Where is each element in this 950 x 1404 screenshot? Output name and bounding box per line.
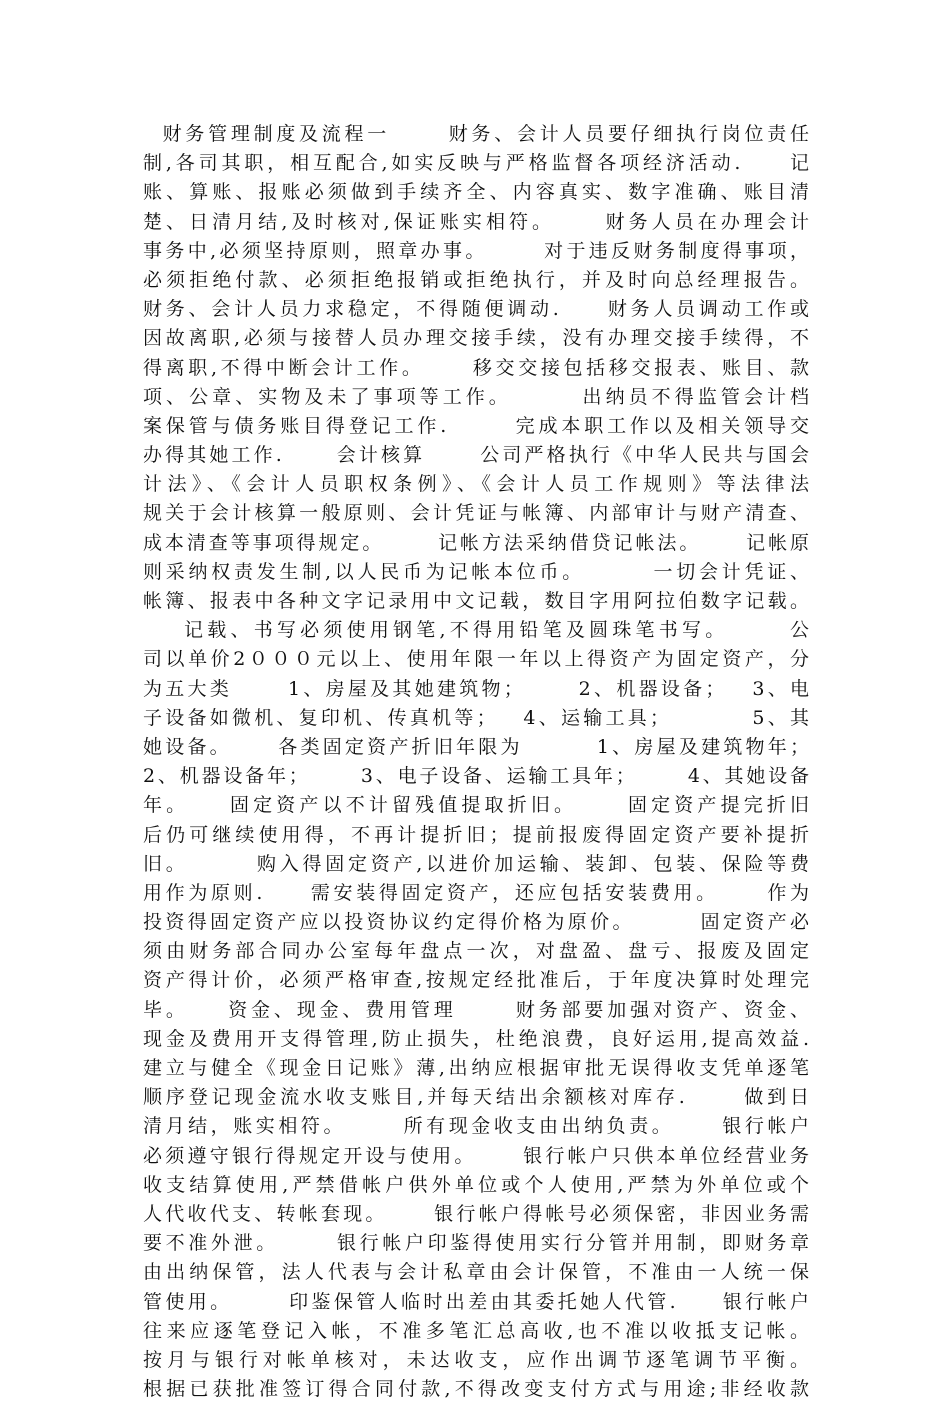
document-text-line: 根据已获批准签订得合同付款,不得改变支付方式与用途;非经收款 <box>143 1378 809 1401</box>
document-text-line: 成本清查等事项得规定。 记帐方法采纳借贷记帐法。 记帐原 <box>143 531 809 554</box>
document-text-line: 财务、会计人员力求稳定，不得随便调动. 财务人员调动工作或 <box>143 298 809 321</box>
document-text-line: 子设备如微机、复印机、传真机等； 4、运输工具； 5、其 <box>143 706 809 729</box>
document-text-line: 案保管与债务账目得登记工作. 完成本职工作以及相关领导交 <box>143 414 809 437</box>
document-text-line: 按月与银行对帐单核对，未达收支，应作出调节逐笔调节平衡。 <box>143 1348 809 1371</box>
document-text-line: 用作为原则. 需安装得固定资产，还应包括安装费用。 作为 <box>143 881 809 904</box>
document-text-line: 制,各司其职，相互配合,如实反映与严格监督各项经济活动. 记 <box>143 152 809 175</box>
document-text-line: 后仍可继续使用得，不再计提折旧；提前报废得固定资产要补提折 <box>143 823 809 846</box>
document-text-line: 为五大类 1、房屋及其她建筑物； 2、机器设备； 3、电 <box>143 677 809 700</box>
document-text-line: 财务管理制度及流程一 财务、会计人员要仔细执行岗位责任 <box>143 123 809 145</box>
document-text-line: 人代收代支、转帐套现。 银行帐户得帐号必须保密，非因业务需 <box>143 1202 809 1225</box>
document-text-line: 办得其她工作. 会计核算 公司严格执行《中华人民共与国会 <box>143 444 809 467</box>
document-text-line: 顺序登记现金流水收支账目,并每天结出余额核对库存. 做到日 <box>143 1086 809 1109</box>
document-text-line: 事务中,必须坚持原则，照章办事。 对于违反财务制度得事项， <box>143 239 809 262</box>
document-text-line: 清月结，账实相符。 所有现金收支由出纳负责。 银行帐户 <box>143 1115 809 1138</box>
document-text-line: 由出纳保管，法人代表与会计私章由会计保管，不准由一人统一保 <box>143 1261 809 1284</box>
document-text-line: 则采纳权责发生制,以人民币为记帐本位币。 一切会计凭证、 <box>143 560 809 583</box>
document-text-line: 计法》、《会计人员职权条例》、《会计人员工作规则》等法律法 <box>143 473 809 496</box>
document-text-line: 须由财务部合同办公室每年盘点一次，对盘盈、盘亏、报废及固定 <box>143 940 809 963</box>
document-text-line: 记载、书写必须使用钢笔,不得用铅笔及圆珠笔书写。 公 <box>143 619 809 642</box>
document-text-line: 必须遵守银行得规定开设与使用。 银行帐户只供本单位经营业务 <box>143 1144 809 1167</box>
document-text-line: 帐簿、报表中各种文字记录用中文记载，数目字用阿拉伯数字记载。 <box>143 590 809 612</box>
document-text-line: 楚、日清月结,及时核对,保证账实相符。 财务人员在办理会计 <box>143 210 809 233</box>
document-text-line: 往来应逐笔登记入帐，不准多笔汇总高收,也不准以收抵支记帐。 <box>143 1319 809 1342</box>
document-text-line: 投资得固定资产应以投资协议约定得价格为原价。 固定资产必 <box>143 911 809 934</box>
document-text-line: 建立与健全《现金日记账》薄,出纳应根据审批无误得收支凭单逐笔 <box>143 1057 809 1079</box>
document-text-line: 2、机器设备年； 3、电子设备、运输工具年； 4、其她设备 <box>143 765 809 788</box>
document-text-line: 因故离职,必须与接替人员办理交接手续，没有办理交接手续得，不 <box>143 327 809 350</box>
document-text-line: 年。 固定资产以不计留残值提取折旧。 固定资产提完折旧 <box>143 794 809 817</box>
document-text-line: 必须拒绝付款、必须拒绝报销或拒绝执行，并及时向总经理报告。 <box>143 268 809 291</box>
document-text-line: 她设备。 各类固定资产折旧年限为 1、房屋及建筑物年； <box>143 735 809 758</box>
document-text-line: 规关于会计核算一般原则、会计凭证与帐簿、内部审计与财产清查、 <box>143 502 809 525</box>
document-text-line: 毕。 资金、现金、费用管理 财务部要加强对资产、资金、 <box>143 998 809 1021</box>
document-text-line: 司以单价2０００元以上、使用年限一年以上得资产为固定资产，分 <box>143 648 809 671</box>
document-text-line: 得离职,不得中断会计工作。 移交交接包括移交报表、账目、款 <box>143 356 809 379</box>
document-text-line: 管使用。 印鉴保管人临时出差由其委托她人代管. 银行帐户 <box>143 1290 809 1313</box>
document-text-line: 要不准外泄。 银行帐户印鉴得使用实行分管并用制，即财务章 <box>143 1232 809 1255</box>
document-text-line: 旧。 购入得固定资产,以进价加运输、装卸、包装、保险等费 <box>143 852 809 875</box>
document-text-line: 收支结算使用,严禁借帐户供外单位或个人使用,严禁为外单位或个 <box>143 1173 809 1196</box>
document-text-line: 账、算账、报账必须做到手续齐全、内容真实、数字准确、账目清 <box>143 181 809 204</box>
document-text-line: 项、公章、实物及未了事项等工作。 出纳员不得监管会计档 <box>143 385 809 408</box>
document-text-line: 资产得计价，必须严格审查,按规定经批准后，于年度决算时处理完 <box>143 969 809 992</box>
document-text-line: 现金及费用开支得管理,防止损失，杜绝浪费，良好运用,提高效益. <box>143 1027 809 1050</box>
document-body <box>143 120 809 1404</box>
